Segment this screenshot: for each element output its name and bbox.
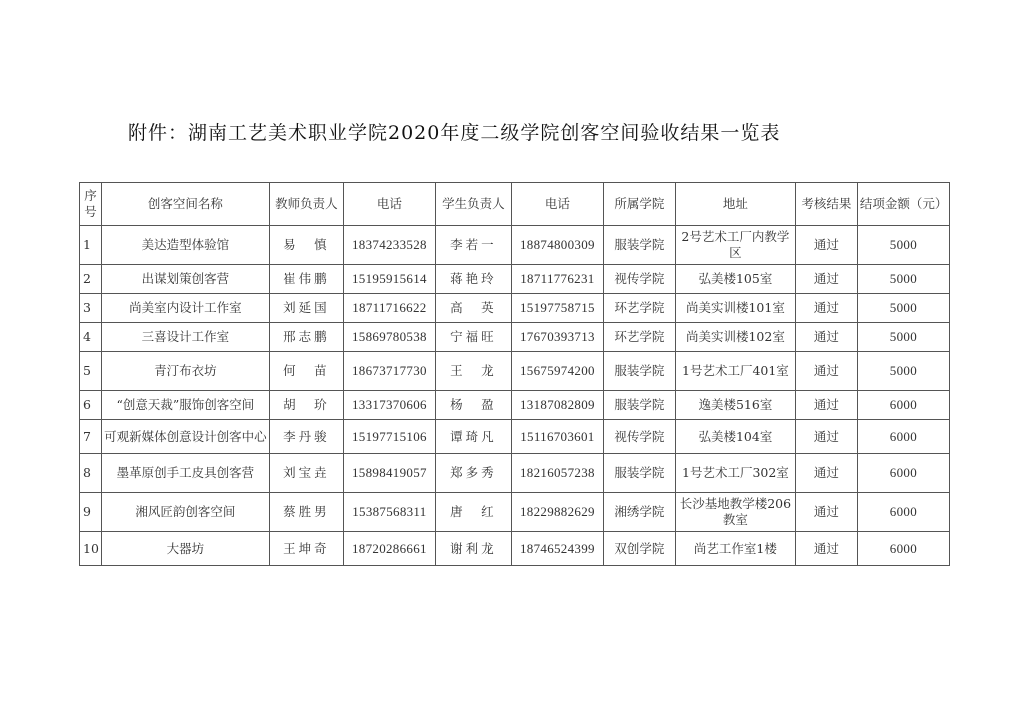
cell-result: 通过	[795, 493, 857, 532]
cell-result: 通过	[795, 420, 857, 454]
cell-address: 2号艺术工厂内教学区	[675, 226, 795, 265]
cell-amount: 5000	[857, 226, 949, 265]
cell-result: 通过	[795, 226, 857, 265]
cell-college: 视传学院	[603, 420, 675, 454]
cell-amount: 6000	[857, 532, 949, 566]
header-space-name: 创客空间名称	[101, 183, 269, 226]
cell-student-phone: 18216057238	[511, 454, 603, 493]
header-student: 学生负责人	[435, 183, 511, 226]
cell-index: 6	[80, 391, 102, 420]
cell-index: 4	[80, 323, 102, 352]
cell-student-phone: 18874800309	[511, 226, 603, 265]
cell-space-name: 大器坊	[101, 532, 269, 566]
cell-space-name: 尚美室内设计工作室	[101, 294, 269, 323]
cell-space-name: 出谋划策创客营	[101, 265, 269, 294]
cell-amount: 6000	[857, 454, 949, 493]
cell-student: 李若一	[435, 226, 511, 265]
header-college: 所属学院	[603, 183, 675, 226]
table-row	[80, 294, 950, 323]
cell-college: 服装学院	[603, 391, 675, 420]
header-student-phone: 电话	[511, 183, 603, 226]
cell-teacher-phone: 15898419057	[343, 454, 435, 493]
cell-amount: 5000	[857, 265, 949, 294]
cell-college: 服装学院	[603, 226, 675, 265]
cell-teacher-phone: 15195915614	[343, 265, 435, 294]
cell-result: 通过	[795, 352, 857, 391]
cell-index: 1	[80, 226, 102, 265]
cell-student: 谢利龙	[435, 532, 511, 566]
header-amount: 结项金额（元）	[857, 183, 949, 226]
table-row	[80, 323, 950, 352]
cell-amount: 6000	[857, 420, 949, 454]
cell-teacher: 蔡胜男	[269, 493, 343, 532]
cell-teacher: 易 慎	[269, 226, 343, 265]
cell-address: 尚美实训楼102室	[675, 323, 795, 352]
cell-result: 通过	[795, 323, 857, 352]
cell-space-name: 美达造型体验馆	[101, 226, 269, 265]
table-row	[80, 265, 950, 294]
cell-amount: 5000	[857, 352, 949, 391]
cell-index: 9	[80, 493, 102, 532]
cell-result: 通过	[795, 454, 857, 493]
header-result: 考核结果	[795, 183, 857, 226]
cell-student-phone: 15197758715	[511, 294, 603, 323]
cell-college: 环艺学院	[603, 323, 675, 352]
cell-index: 2	[80, 265, 102, 294]
cell-student-phone: 17670393713	[511, 323, 603, 352]
header-teacher-phone: 电话	[343, 183, 435, 226]
document-title: 附件：湖南工艺美术职业学院2020年度二级学院创客空间验收结果一览表	[128, 122, 781, 144]
header-index: 序号	[80, 183, 102, 226]
table-row	[80, 352, 950, 391]
cell-result: 通过	[795, 532, 857, 566]
cell-college: 服装学院	[603, 352, 675, 391]
cell-teacher: 王坤奇	[269, 532, 343, 566]
cell-college: 环艺学院	[603, 294, 675, 323]
cell-address: 弘美楼104室	[675, 420, 795, 454]
cell-index: 5	[80, 352, 102, 391]
cell-space-name: 墨革原创手工皮具创客营	[101, 454, 269, 493]
cell-college: 湘绣学院	[603, 493, 675, 532]
cell-student: 蒋艳玲	[435, 265, 511, 294]
cell-student: 郑多秀	[435, 454, 511, 493]
table-row	[80, 454, 950, 493]
cell-teacher: 崔伟鹏	[269, 265, 343, 294]
cell-space-name: 可观新媒体创意设计创客中心	[101, 420, 269, 454]
cell-space-name: 青汀布衣坊	[101, 352, 269, 391]
cell-teacher-phone: 18711716622	[343, 294, 435, 323]
cell-address: 逸美楼516室	[675, 391, 795, 420]
cell-student: 高 英	[435, 294, 511, 323]
table-row	[80, 391, 950, 420]
cell-amount: 5000	[857, 294, 949, 323]
cell-student-phone: 18229882629	[511, 493, 603, 532]
header-teacher: 教师负责人	[269, 183, 343, 226]
cell-space-name: 湘风匠韵创客空间	[101, 493, 269, 532]
cell-teacher-phone: 15869780538	[343, 323, 435, 352]
cell-address: 尚美实训楼101室	[675, 294, 795, 323]
cell-index: 3	[80, 294, 102, 323]
cell-teacher: 何 苗	[269, 352, 343, 391]
cell-address: 长沙基地教学楼206教室	[675, 493, 795, 532]
cell-student-phone: 15116703601	[511, 420, 603, 454]
cell-student-phone: 13187082809	[511, 391, 603, 420]
cell-teacher: 刘延国	[269, 294, 343, 323]
cell-space-name: “创意天裁”服饰创客空间	[101, 391, 269, 420]
cell-address: 弘美楼105室	[675, 265, 795, 294]
cell-index: 10	[80, 532, 102, 566]
cell-index: 8	[80, 454, 102, 493]
cell-teacher-phone: 18374233528	[343, 226, 435, 265]
cell-teacher-phone: 18673717730	[343, 352, 435, 391]
cell-amount: 5000	[857, 323, 949, 352]
cell-result: 通过	[795, 391, 857, 420]
table-row	[80, 420, 950, 454]
cell-college: 服装学院	[603, 454, 675, 493]
cell-address: 1号艺术工厂401室	[675, 352, 795, 391]
cell-result: 通过	[795, 265, 857, 294]
cell-teacher: 胡 玠	[269, 391, 343, 420]
cell-result: 通过	[795, 294, 857, 323]
cell-student-phone: 18746524399	[511, 532, 603, 566]
cell-teacher-phone: 15197715106	[343, 420, 435, 454]
cell-student: 杨 盈	[435, 391, 511, 420]
cell-index: 7	[80, 420, 102, 454]
cell-teacher-phone: 13317370606	[343, 391, 435, 420]
cell-student: 王 龙	[435, 352, 511, 391]
cell-student: 唐 红	[435, 493, 511, 532]
header-address: 地址	[675, 183, 795, 226]
cell-teacher: 邢志鹏	[269, 323, 343, 352]
result-table	[79, 182, 950, 566]
cell-teacher-phone: 18720286661	[343, 532, 435, 566]
cell-student: 谭琦凡	[435, 420, 511, 454]
cell-student: 宁福旺	[435, 323, 511, 352]
cell-space-name: 三喜设计工作室	[101, 323, 269, 352]
cell-college: 视传学院	[603, 265, 675, 294]
table-row	[80, 226, 950, 265]
cell-teacher: 李丹骏	[269, 420, 343, 454]
header-row	[80, 183, 950, 226]
cell-teacher-phone: 15387568311	[343, 493, 435, 532]
cell-amount: 6000	[857, 391, 949, 420]
table-row	[80, 532, 950, 566]
table-row	[80, 493, 950, 532]
cell-student-phone: 18711776231	[511, 265, 603, 294]
cell-address: 尚艺工作室1楼	[675, 532, 795, 566]
cell-college: 双创学院	[603, 532, 675, 566]
cell-address: 1号艺术工厂302室	[675, 454, 795, 493]
cell-student-phone: 15675974200	[511, 352, 603, 391]
cell-amount: 6000	[857, 493, 949, 532]
cell-teacher: 刘宝垚	[269, 454, 343, 493]
